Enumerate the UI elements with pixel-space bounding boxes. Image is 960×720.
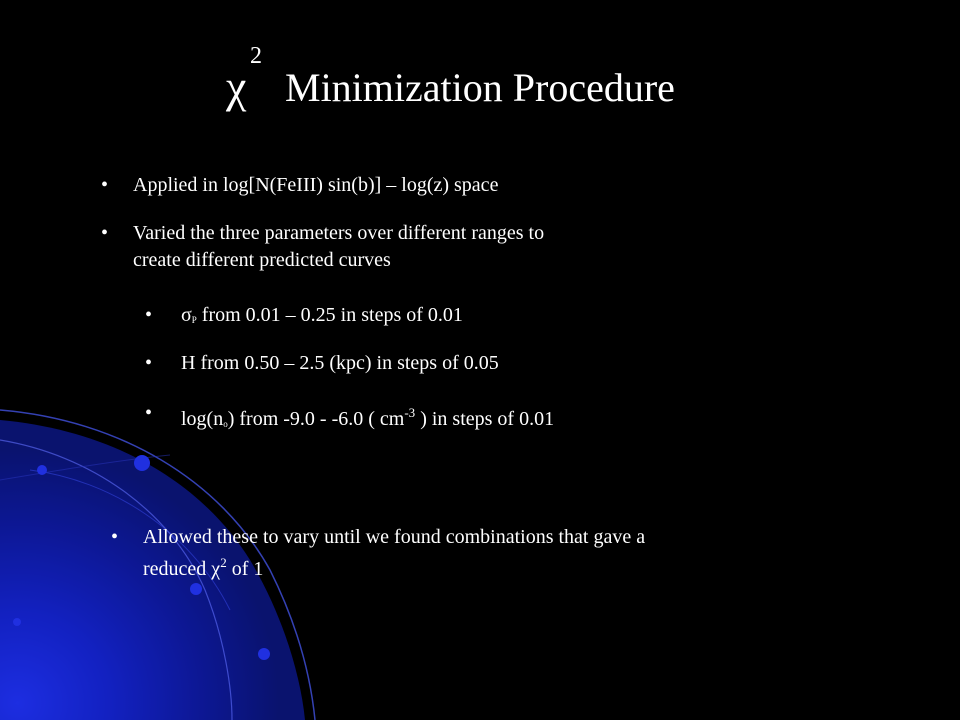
bullet-dot: • [101,222,109,244]
dot-5 [13,618,21,626]
sigma-symbol: σ [181,304,192,326]
of-one: of 1 [226,558,264,580]
dot-4 [258,648,270,660]
bullet-dot: • [145,304,153,326]
dot-2 [37,465,47,475]
dot-3 [190,583,202,595]
density-range: ) from -9.0 - -6.0 ( cm [227,408,405,430]
bullet-text-line-2 [143,555,264,580]
density-subscript: o [223,419,228,429]
title-chi-symbol: χ [226,61,247,112]
chi-superscript: 2 [220,555,227,570]
title-text: Minimization Procedure [285,65,675,110]
bullet-text-line-1: Varied the three parameters over different ranges to [133,222,545,244]
density-steps: ) in steps of 0.01 [415,408,555,430]
bullet-dot: • [111,526,119,548]
bullet-text: H from 0.50 – 2.5 (kpc) in steps of 0.05 [181,352,499,374]
slide-title [0,38,960,118]
title-superscript: 2 [250,43,262,69]
sigma-subscript: P [191,315,197,325]
bullet-text [133,220,544,274]
bullet-text [181,302,463,333]
bullet-text-line-2: create different predicted curves [133,249,391,271]
bullet-dot: • [101,174,109,196]
bullet-dot: • [145,402,153,424]
density-unit-exponent: -3 [404,405,416,420]
bullet-dot: • [145,352,153,374]
bullet-text-line-1: Allowed these to vary until we found combinations that gave a [143,526,646,548]
dot-1 [134,455,150,471]
bullet-text [143,524,645,582]
bullet-text: Applied in log[N(FeIII) sin(b)] – log(z) space [133,174,499,196]
reduced-label: reduced [143,558,212,580]
sigma-range: from 0.01 – 0.25 in steps of 0.01 [196,304,463,326]
bullet-text [181,400,554,437]
chi-symbol: χ [211,558,221,580]
density-prefix: log(n [181,408,224,430]
